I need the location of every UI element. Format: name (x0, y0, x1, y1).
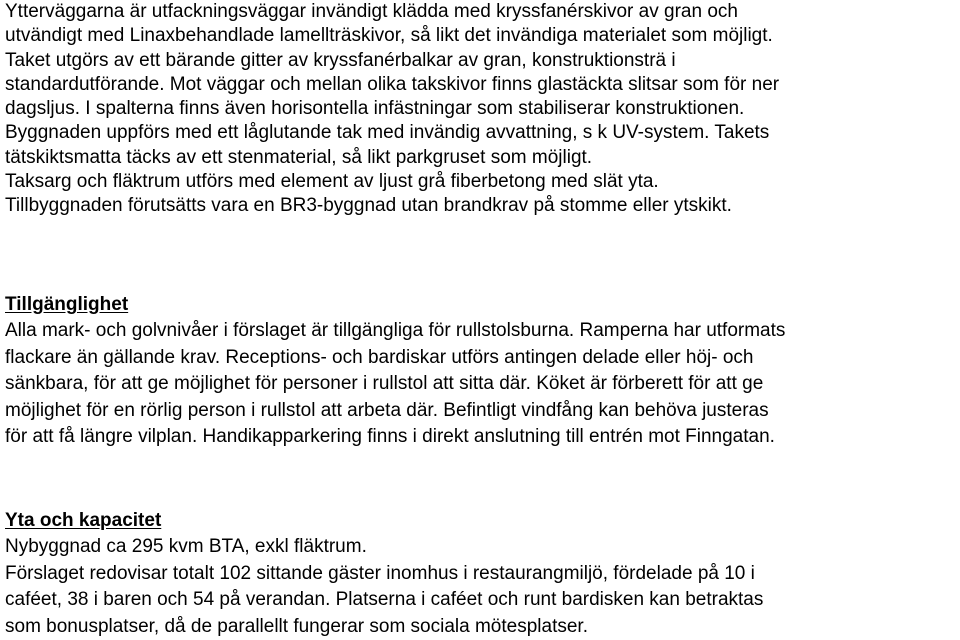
section-capacity (5, 508, 960, 640)
section-accessibility (5, 292, 960, 451)
heading-capacity: Yta och kapacitet (5, 510, 162, 531)
paragraph-accessibility: Alla mark- och golvnivåer i förslaget är tillgängliga för rullstolsburna. Ramperna har utformats flackare än gällande krav. Receptions- och bardiskar utförs antingen delade eller höj- och sänkbara, för att ge möjlighet för personer i rullstol att sitta där. Köket är förberett för att ge möjlighet för en rörlig person i rullstol att arbeta där. Befintligt vindfång kan behöva justeras för att få längre vilplan. Handikapparkering finns i direkt anslutning till entrén mot Finngatan. (5, 320, 786, 448)
heading-accessibility: Tillgänglighet (5, 294, 129, 315)
paragraph-construction: Ytterväggarna är utfackningsväggar invändigt klädda med kryssfanérskivor av gran och utvändigt med Linaxbehandlade lamellträskivor, så likt det invändiga materialet som möjligt. Taket utgörs av ett bärande gitter av kryssfanérbalkar av gran, konstruktionsträ i standardutförande. Mot väggar och mellan olika takskivor finns glastäckta slitsar som för ner dagsljus. I spalterna finns även horisontella infästningar som stabiliserar konstruktionen. Byggnaden uppförs med ett låglutande tak med invändig avvattning, s k UV-system. Takets tätskiktsmatta täcks av ett stenmaterial, så likt parkgruset som möjligt. Taksarg och fläktrum utförs med element av ljust grå fiberbetong med slät yta. Tillbyggnaden förutsätts vara en BR3-byggnad utan brandkrav på stomme eller ytskikt. (5, 1, 780, 217)
paragraph-capacity: Nybyggnad ca 295 kvm BTA, exkl fläktrum. Förslaget redovisar totalt 102 sittande gäster inomhus i restaurangmiljö, fördelade på 10 i caféet, 38 i baren och 54 på verandan. Platserna i caféet och runt bardisken kan betraktas som bonusplatser, då de parallellt fungerar som sociala mötesplatser. (5, 536, 764, 637)
